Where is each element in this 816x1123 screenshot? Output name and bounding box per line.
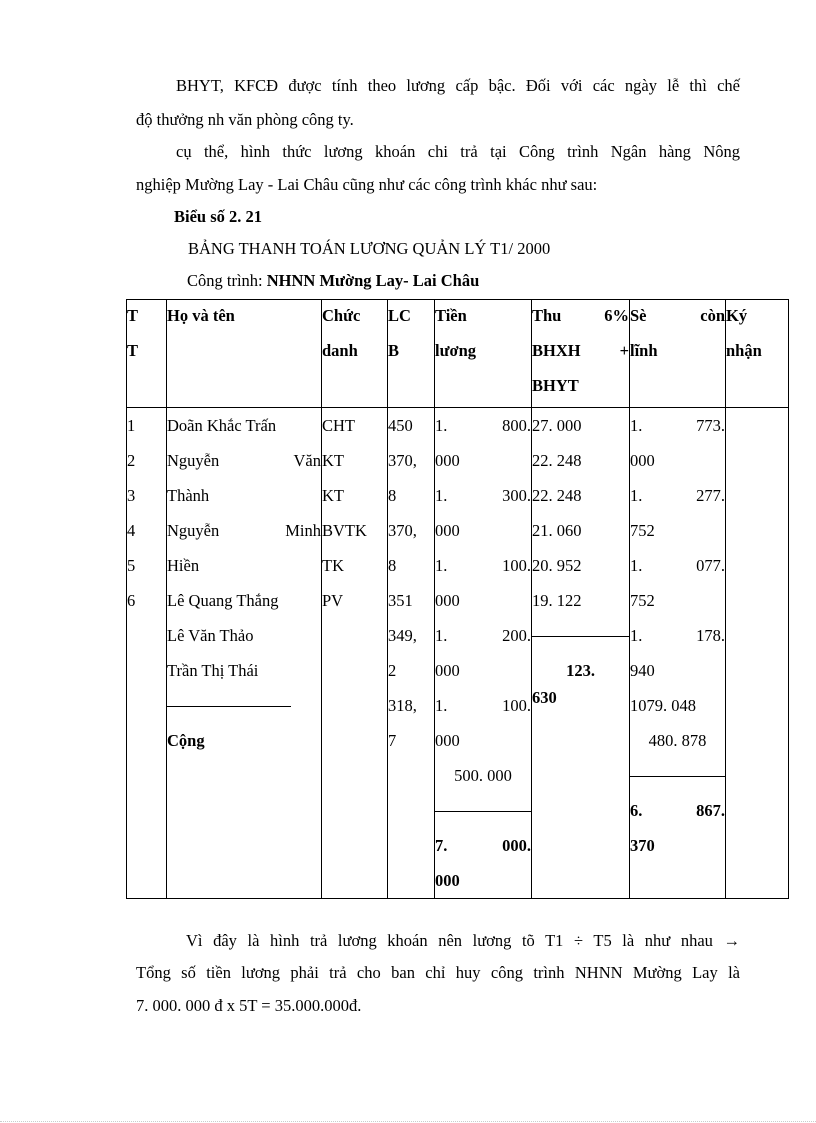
intro-line: độ thưởng nh văn phòng công ty. bbox=[136, 110, 354, 129]
title-column: CHT KT KT BVTK TK PV bbox=[322, 408, 388, 899]
name-column: Doãn Khắc Trấn Nguyễn Văn Thành Nguyễn Minh Hiền Lê Quang Thắng Lê Văn Thảo Trần Thị Thái Cộng bbox=[167, 408, 322, 899]
salary-total: 7. 000. bbox=[435, 836, 531, 855]
total-label: Cộng bbox=[167, 731, 205, 750]
form-label: Biểu số 2. 21 bbox=[174, 207, 263, 226]
table-header-row bbox=[127, 300, 789, 408]
header-remaining: Sè còn lĩnh bbox=[630, 300, 726, 408]
intro-line: nghiệp Mường Lay - Lai Châu cũng như các công trình khác như sau: bbox=[136, 175, 598, 194]
signature-column bbox=[726, 408, 789, 899]
total-separator bbox=[167, 688, 291, 723]
table-title: BẢNG THANH TOÁN LƯƠNG QUẢN LÝ T1/ 2000 bbox=[188, 239, 551, 258]
site-name: NHNN Mường Lay- Lai Châu bbox=[266, 271, 480, 290]
header-name: Họ và tên bbox=[167, 300, 322, 408]
header-title: Chức danh bbox=[322, 300, 388, 408]
footer-line: 7. 000. 000 đ x 5T = 35.000.000đ. bbox=[136, 996, 362, 1015]
salary-column: 1. 800. 000 1. 300. 000 1. 100. 000 1. 200. 000 1. 100. 000 500. 000 7. 000. 000 bbox=[435, 408, 532, 899]
page-bottom-border bbox=[0, 1121, 816, 1122]
remaining-total-separator bbox=[630, 758, 725, 793]
intro-line: cụ thể, hình thức lương khoán chi trả tại Công trình Ngân hàng Nông bbox=[176, 142, 740, 161]
header-deduction: Thu 6% BHXH + BHYT bbox=[532, 300, 630, 408]
footer-line: Tổng số tiền lương phải trả cho ban chỉ huy công trình NHNN Mường Lay là bbox=[136, 963, 740, 982]
lcb-column: 450 370, 8 370, 8 351 349, 2 318, 7 bbox=[388, 408, 435, 899]
header-signature: Ký nhận bbox=[726, 300, 789, 408]
salary-total-separator bbox=[435, 793, 531, 828]
header-tt: T T bbox=[127, 300, 167, 408]
deduction-column: 27. 000 22. 248 22. 248 21. 060 20. 952 19. 122 123. 630 bbox=[532, 408, 630, 899]
site-prefix: Công trình: bbox=[187, 271, 267, 290]
deduction-total-separator bbox=[532, 618, 629, 653]
tt-column: 1 2 3 4 5 6 bbox=[127, 408, 167, 899]
site-line bbox=[187, 271, 479, 291]
intro-line: BHYT, KFCĐ được tính theo lương cấp bậc. Đối với các ngày lễ thì chế bbox=[176, 76, 740, 95]
deduction-total: 123. bbox=[566, 661, 595, 680]
table-body-row bbox=[127, 408, 789, 899]
header-salary: Tiền lương bbox=[435, 300, 532, 408]
remaining-total: 6. 867. bbox=[630, 801, 725, 820]
payroll-table bbox=[126, 299, 789, 899]
header-lcb: LC B bbox=[388, 300, 435, 408]
remaining-column: 1. 773. 000 1. 277. 752 1. 077. 752 1. 178. 940 1079. 048 480. 878 6. 867. 370 bbox=[630, 408, 726, 899]
footer-line: Vì đây là hình trả lương khoán nên lương tõ T1 ÷ T5 là như nhau → bbox=[186, 931, 740, 950]
